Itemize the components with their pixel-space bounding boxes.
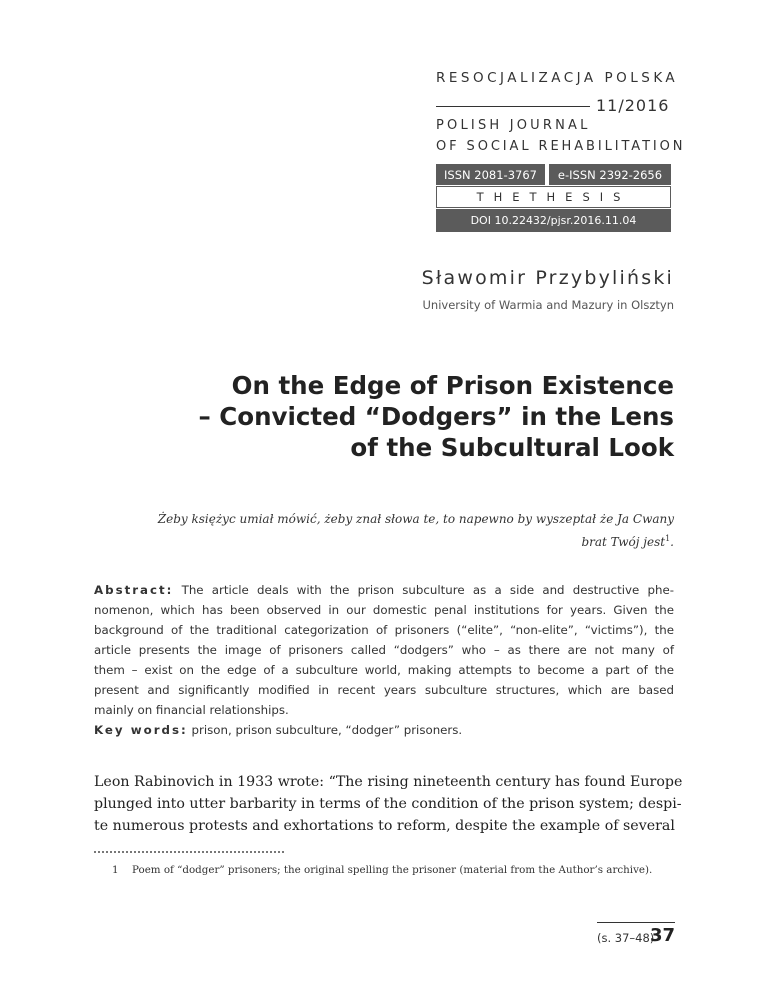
- title-line: On the Edge of Prison Existence: [231, 371, 674, 400]
- keywords-label: Key words:: [94, 723, 188, 737]
- footnote-separator: [94, 851, 284, 853]
- article-title: [114, 370, 674, 463]
- footnote-text: Poem of “dodger” prisoners; the original spelling the prisoner (material from the Author’s archive).: [132, 864, 653, 876]
- abstract-line: them – exist on the edge of a subculture world, making attempts to become a part of the: [94, 663, 674, 677]
- footer-rule: [597, 922, 675, 923]
- abstract-line: background of the traditional categorization of prisoners (“elite”, “non-elite”, “victims”), the: [94, 623, 674, 637]
- doi-badge: DOI 10.22432/pjsr.2016.11.04: [436, 209, 671, 232]
- page-range: (s. 37–48): [597, 931, 655, 945]
- journal-title: RESOCJALIZACJA POLSKA: [436, 70, 679, 86]
- abstract-text: The article deals with the prison subculture as a side and destructive phe-: [181, 583, 674, 597]
- footnote-ref: 1: [665, 534, 671, 543]
- journal-name-en-line2: OF SOCIAL REHABILITATION: [436, 139, 686, 154]
- body-line: te numerous protests and exhortations to reform, despite the example of several: [94, 818, 675, 834]
- epigraph-line: Żeby księżyc umiał mówić, żeby znał słowa te, to napewno by wyszeptał że Ja Cwany: [157, 512, 674, 526]
- body-line: plunged into utter barbarity in terms of the condition of the prison system; despi-: [94, 796, 682, 812]
- journal-issue: 11/2016: [596, 96, 670, 115]
- abstract-line: [94, 580, 674, 600]
- epigraph-line: [135, 529, 674, 552]
- body-text: [94, 771, 683, 837]
- header-rule: [436, 106, 590, 107]
- footnote: [112, 864, 692, 876]
- author-name: Sławomir Przybyliński: [421, 267, 674, 289]
- abstract-line: article presents the image of prisoners called “dodgers” who – as there are not many of: [94, 643, 674, 657]
- keywords-text: prison, prison subculture, “dodger” prisoners.: [191, 723, 463, 737]
- article-type-badge: THETHESIS: [436, 186, 671, 208]
- abstract-label: Abstract:: [94, 583, 174, 597]
- epigraph: [135, 509, 674, 552]
- keywords-line: [94, 720, 674, 740]
- footnote-number: 1: [112, 864, 119, 876]
- epigraph-line-text: brat Twój jest: [581, 535, 666, 549]
- eissn-badge: e-ISSN 2392-2656: [549, 164, 671, 185]
- title-line: – Convicted “Dodgers” in the Lens: [198, 402, 674, 431]
- issn-badge: ISSN 2081-3767: [436, 164, 545, 185]
- abstract-line: mainly on financial relationships.: [94, 703, 289, 717]
- journal-name-en-line1: POLISH JOURNAL: [436, 118, 591, 133]
- abstract-line: nomenon, which has been observed in our domestic penal institutions for years. Given the: [94, 603, 674, 617]
- author-affiliation: University of Warmia and Mazury in Olsztyn: [422, 298, 674, 312]
- title-line: of the Subcultural Look: [350, 433, 674, 462]
- abstract: [94, 580, 674, 740]
- body-line: Leon Rabinovich in 1933 wrote: “The rising nineteenth century has found Europe: [94, 774, 683, 790]
- abstract-line: present and significantly modified in recent years subculture structures, which are based: [94, 683, 674, 697]
- epigraph-end: .: [670, 535, 674, 549]
- page-number: 37: [650, 925, 676, 946]
